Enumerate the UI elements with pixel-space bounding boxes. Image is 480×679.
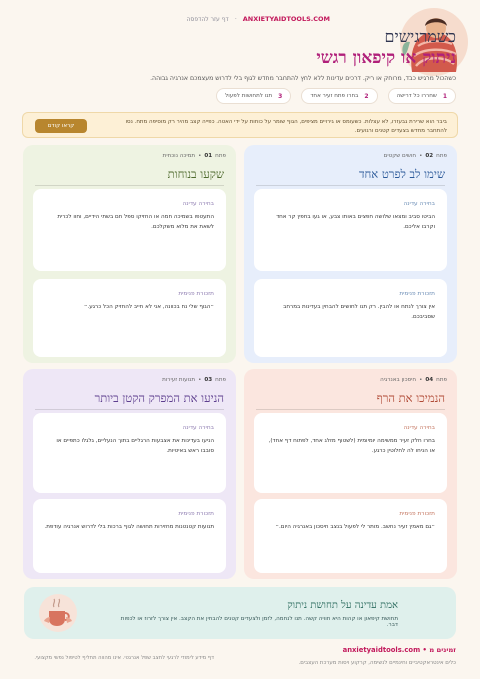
panel-step-label: פתח 04 • חיסכון באנרגיה bbox=[380, 377, 447, 383]
step-label: שחררו כל דרישה bbox=[396, 93, 437, 99]
choice-card bbox=[254, 189, 447, 271]
divider bbox=[256, 185, 445, 186]
card-body: אין צורך לנתח או להבין. רק תנו לחושים להבחין בעדינות במרחב שסביבכם. bbox=[283, 304, 435, 320]
card-kicker: בחירה עדינה bbox=[182, 201, 214, 207]
step-pill-2 bbox=[301, 88, 377, 104]
card-body: תנועות קטנטנות מחזירות תחושה לגוף ברכות בלי לדרוש אנרגיה עודפת. bbox=[44, 524, 214, 530]
divider bbox=[256, 409, 445, 410]
card-body: הניעו בעדינות את אצבעות הרגליים בתוך הנעליים, גלגלו כתפיים או סובבו ראש באיטיות. bbox=[56, 438, 214, 454]
card-kicker: תזכורת פנימית bbox=[399, 511, 435, 517]
card-kicker: תזכורת פנימית bbox=[399, 291, 435, 297]
gentle-truth-strip bbox=[24, 587, 456, 639]
panel-title: הניעו את המפרק הקטן ביותר bbox=[94, 391, 224, 405]
reminder-card bbox=[254, 279, 447, 357]
page-title-line2: ניתוק או קיפאון רגשי bbox=[316, 48, 456, 68]
step-label: בחרו פתח זעיר אחד bbox=[310, 93, 359, 99]
card-kicker: תזכורת פנימית bbox=[178, 291, 214, 297]
card-kicker: תזכורת פנימית bbox=[178, 511, 214, 517]
panel-step-label: פתח 01 • תמיכה נוכחית bbox=[162, 153, 226, 159]
step-number: 2 bbox=[364, 92, 369, 100]
step-pill-3 bbox=[216, 88, 291, 104]
strip-title: אמת עדינה על תחושת ניתוק bbox=[287, 600, 398, 611]
card-kicker: בחירה עדינה bbox=[182, 425, 214, 431]
step-number: 1 bbox=[442, 92, 447, 100]
card-body: ״הגוף שלי נח בכוונה, אני לא חייב להחזיק הכל כרגע.״ bbox=[83, 304, 214, 310]
notice-text: ביבר הוא שרירת גבעזרו, לא עצלות. כשעומס או גירויים מציפים, הגוף שומר על כוחות על ידי האטה. כפייה קצב מהיר רק מוסיפה מתח. נסו להתחבר מחדש בצעדים קטנים ורגועים. bbox=[125, 119, 447, 134]
card-body: התעטפו בשמיכה חמה או החזיקו ספל חם בשתי הידיים, וחוו לכרית לשאת את מלוא משקלכם. bbox=[57, 214, 214, 230]
header-top-line bbox=[14, 13, 330, 25]
step-pill-1 bbox=[388, 88, 456, 104]
panel-title: שקעו בנוחות bbox=[167, 167, 224, 181]
panel-step-label: פתח 03 • תנועות זעירות bbox=[162, 377, 226, 383]
choice-card bbox=[33, 413, 226, 493]
choice-card bbox=[254, 413, 447, 493]
panel-comfort bbox=[23, 145, 236, 363]
footer-tools-note: כלים אינטראקטיביים וחינמיים לנשימה, קרקוע ויסות מערכת העצבים. bbox=[298, 660, 456, 666]
panel-title: שימו לב לפרט אחד bbox=[358, 167, 445, 181]
notice-box bbox=[22, 112, 458, 138]
step-label: תנו לתחושות לפעול bbox=[225, 93, 273, 99]
card-body: הביטו סביב ומצאו שלושה חפצים באותו צבע, או געו בחפץ קר אחד וקרבו אליכם. bbox=[276, 214, 435, 230]
footer-disclaimer: דף מידע לימודי לרגעי לחצב שפל אנרגטי. אינו מהווה תחליף לטיפול נפשי מקצועי. bbox=[34, 655, 214, 661]
card-body: ״גם מאמץ זעיר נחשב. מותר לי לפעול בנצב חיסכון באנרגיה היום.״ bbox=[275, 524, 435, 530]
reminder-card bbox=[33, 279, 226, 357]
panel-senses bbox=[244, 145, 457, 363]
warm-cup-icon bbox=[38, 593, 78, 633]
panel-step-label: פתח 02 • חושים שקטים bbox=[383, 153, 447, 159]
panel-title: הנמיכו את הרף bbox=[376, 391, 445, 405]
brand-name: ANXIETYAIDTOOLS.COM bbox=[242, 15, 330, 23]
divider bbox=[35, 409, 224, 410]
card-body: בחרו חלק זעיר ממשימה יומיומית (לשטוף מזלג אחד, לפתוח דף אחד), או הניחו לה לחלוטין כרגע. bbox=[268, 438, 435, 454]
strip-body: תחושת קיפאון או קהות היא חוויה קשה. תנו לנחמה, לזמן ולצעדים קטנים להבחין את הקצב. אין צורך לזרוז או לכפות דבר. bbox=[120, 616, 398, 628]
panel-energy bbox=[244, 369, 457, 579]
card-kicker: בחירה עדינה bbox=[403, 201, 435, 207]
choice-card bbox=[33, 189, 226, 271]
panel-movement bbox=[23, 369, 236, 579]
reminder-card bbox=[254, 499, 447, 573]
page-title-line1: כשמרגישים bbox=[384, 27, 456, 46]
header-tagline: דף עזר להדפסה bbox=[186, 15, 229, 23]
read-first-button[interactable]: קראו קודם bbox=[35, 119, 87, 133]
reminder-card bbox=[33, 499, 226, 573]
divider bbox=[35, 185, 224, 186]
card-kicker: בחירה עדינה bbox=[403, 425, 435, 431]
header-separator: · bbox=[234, 15, 237, 23]
intro-text: כשהכול מרגיש כבד, מרוחק או ריק. דרכים עדינות ללא לחץ להתחבר מחדש לגוף בלי לדרוש מעצמכם אנרגיה גבוהה. bbox=[150, 75, 456, 82]
step-number: 3 bbox=[278, 92, 283, 100]
footer-site-link[interactable]: anxietyaidtools.com • זמינים מ bbox=[342, 646, 456, 654]
steps-row bbox=[24, 88, 456, 106]
